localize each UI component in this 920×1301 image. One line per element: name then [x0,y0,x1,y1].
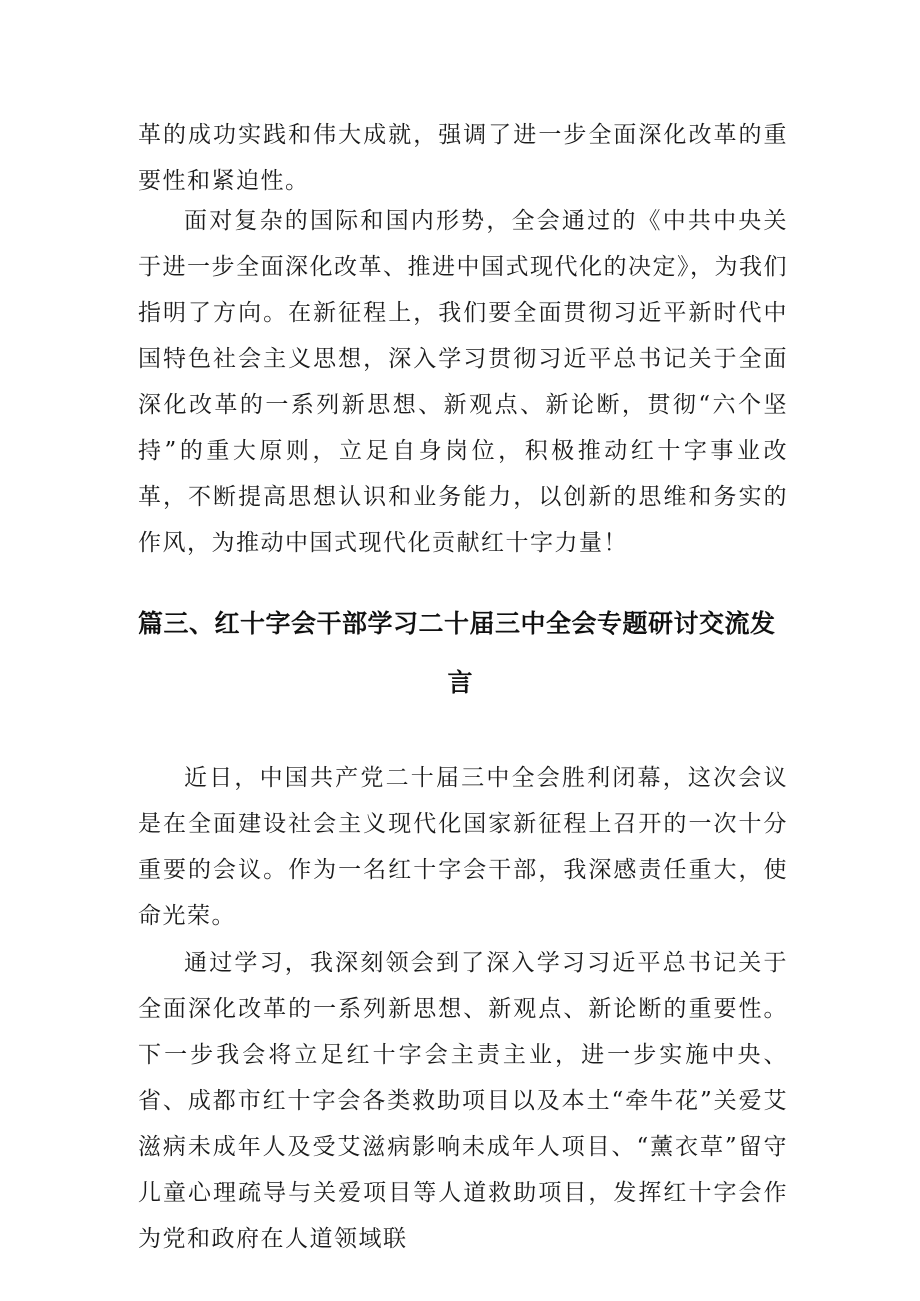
section-heading: 篇三、红十字会干部学习二十届三中全会专题研讨交流发 [138,609,776,638]
paragraph-study-plan: 通过学习，我深刻领会到了深入学习习近平总书记关于全面深化改革的一系列新思想、新观点、新论断的重要性。下一步我会将立足红十字会主责主业，进一步实施中央、省、成都市红十字会各类救助项目以及本土“牵牛花”关爱艾滋病未成年人及受艾滋病影响未成年人项目、“薰衣草”留守儿童心理疏导与关爱项目等人道救助项目，发挥红十字会作为党和政府在人道领域联 [138,950,788,1252]
section-heading-continued: 言 [447,668,473,697]
paragraph-continued: 革的成功实践和伟大成就，强调了进一步全面深化改革的重要性和紧迫性。 [138,122,788,194]
paragraph-direction: 面对复杂的国际和国内形势，全会通过的《中共中央关于进一步全面深化改革、推进中国式现代化的决定》，为我们指明了方向。在新征程上，我们要全面贯彻习近平新时代中国特色社会主义思想，深入学习贯彻习近平总书记关于全面深化改革的一系列新思想、新观点、新论断，贯彻“六个坚持”的重大原则，立足自身岗位，积极推动红十字事业改革，不断提高思想认识和业务能力，以创新的思维和务实的作风，为推动中国式现代化贡献红十字力量！ [138,208,788,556]
paragraph-introduction: 近日，中国共产党二十届三中全会胜利闭幕，这次会议是在全面建设社会主义现代化国家新征程上召开的一次十分重要的会议。作为一名红十字会干部，我深感责任重大，使命光荣。 [138,765,788,929]
